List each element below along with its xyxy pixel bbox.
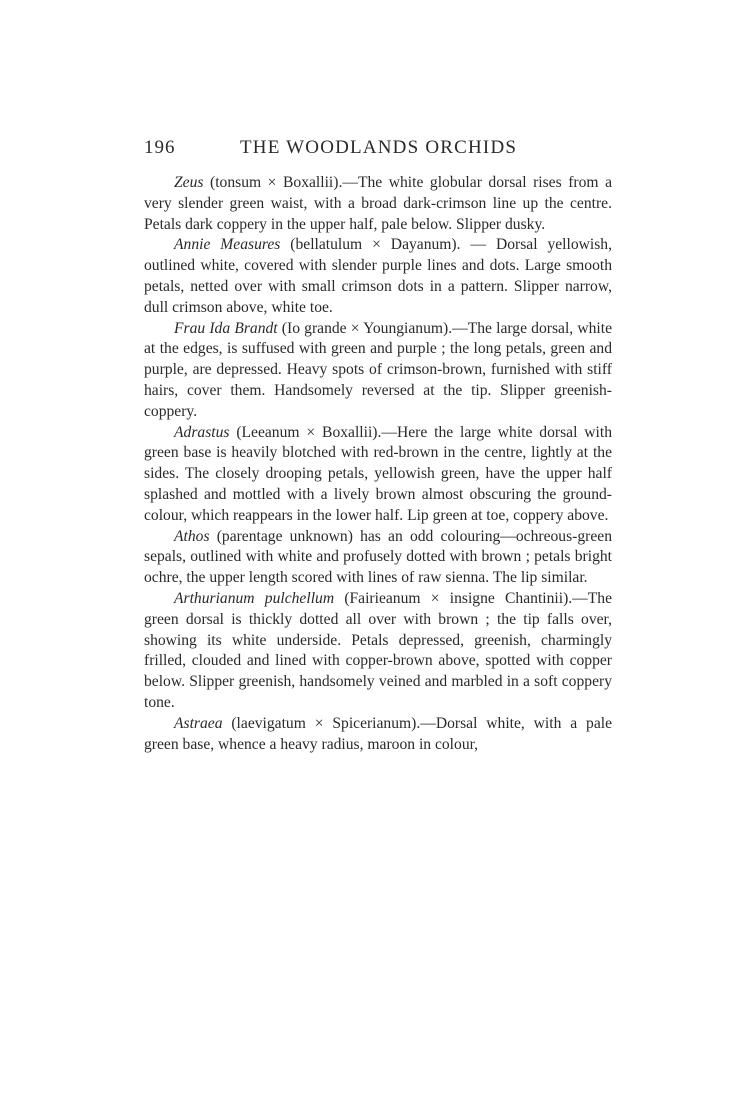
running-title: THE WOODLANDS ORCHIDS xyxy=(240,137,518,158)
page-number: 196 xyxy=(144,137,176,158)
orchid-description: (tonsum × Boxallii).—The white globular dorsal rises from a very slender green waist, with a broad dark-crimson line up the centre. Petals dark coppery in the upper half, pale below. Slipper dusky. xyxy=(144,174,612,233)
orchid-name: Annie Measures xyxy=(174,236,281,254)
orchid-entry-arthurianum-pulchellum xyxy=(144,589,612,714)
orchid-name: Zeus xyxy=(174,174,204,191)
orchid-name: Astraea xyxy=(174,714,223,732)
orchid-name: Adrastus xyxy=(174,423,230,441)
orchid-name: Arthurianum pulchellum xyxy=(174,589,335,607)
orchid-description: (Fairieanum × insigne Chantinii).—The green dorsal is thickly dotted all over with brown ; the tip falls over, showing its white underside. Petals depressed, greenish, charmingly frilled, clouded and lined with copper-brown above, spotted with copper below. Slipper greenish, handsomely veined and marbled in a soft coppery tone. xyxy=(144,589,612,711)
orchid-name: Athos xyxy=(174,527,210,545)
book-page xyxy=(144,137,612,755)
orchid-description: (bellatulum × Dayanum). — Dorsal yellowish, outlined white, covered with slender purple lines and dots. Large smooth petals, netted over with small crimson dots in a pattern. Slipper narrow, dull crimson above, white toe. xyxy=(144,236,612,316)
orchid-entry-annie-measures xyxy=(144,235,612,318)
orchid-entry-adrastus xyxy=(144,423,612,527)
orchid-description: (parentage unknown) has an odd colouring—ochreous-green sepals, outlined with white and profusely dotted with brown ; petals bright ochre, the upper length scored with lines of raw sienna. The lip similar. xyxy=(144,527,612,587)
orchid-description: (Leeanum × Boxallii).—Here the large white dorsal with green base is heavily blotched with red-brown in the centre, lightly at the sides. The closely drooping petals, yellowish green, have the upper half splashed and mottled with a lively brown almost obscuring the ground-colour, which reappears in the lower half. Lip green at toe, coppery above. xyxy=(144,423,612,524)
running-head xyxy=(144,137,612,163)
orchid-description: (laevigatum × Spicerianum).—Dorsal white, with a pale green base, whence a heavy radius, maroon in colour, xyxy=(144,714,612,753)
orchid-name: Frau Ida Brandt xyxy=(174,319,278,337)
orchid-description: (Io grande × Youngianum).—The large dorsal, white at the edges, is suffused with green and purple ; the long petals, green and purple, are depressed. Heavy spots of crimson-brown, furnished with stiff hairs, cover them. Handsomely reversed at the tip. Slipper greenish-coppery. xyxy=(144,319,612,420)
orchid-entry-athos xyxy=(144,527,612,589)
orchid-entry-zeus xyxy=(144,173,612,235)
orchid-entry-frau-ida-brandt xyxy=(144,319,612,423)
orchid-entry-astraea xyxy=(144,714,612,756)
